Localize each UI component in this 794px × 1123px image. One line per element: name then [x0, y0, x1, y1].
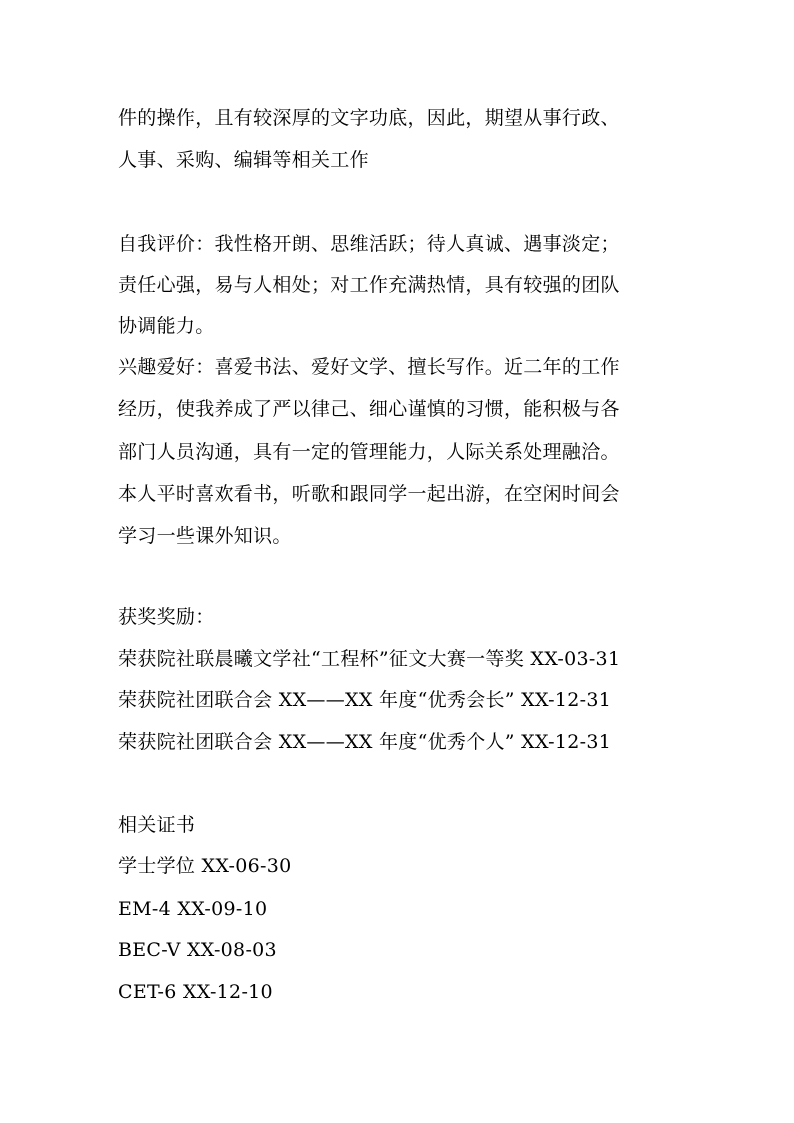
- hobbies-line-3: 部门人员沟通，具有一定的管理能力，人际关系处理融洽。: [118, 441, 620, 463]
- intro-line-2: 人事、采购、编辑等相关工作: [118, 149, 369, 171]
- award-item: 荣获院社团联合会 XX——XX 年度“优秀会长” XX-12-31: [118, 689, 612, 711]
- certificate-item: 学士学位 XX-06-30: [118, 855, 292, 877]
- intro-line-1: 件的操作，且有较深厚的文字功底，因此，期望从事行政、: [118, 107, 620, 129]
- certificate-item: CET-6 XX-12-10: [118, 981, 273, 1003]
- hobbies-line-4: 本人平时喜欢看书，听歌和跟同学一起出游，在空闲时间会: [118, 483, 620, 505]
- certificate-item: BEC-V XX-08-03: [118, 939, 277, 961]
- award-item: 荣获院社联晨曦文学社“工程杯”征文大赛一等奖 XX-03-31: [118, 648, 621, 670]
- hobbies-line-2: 经历，使我养成了严以律己、细心谨慎的习惯，能积极与各: [118, 398, 620, 420]
- hobbies-line-1: 兴趣爱好：喜爱书法、爱好文学、擅长写作。近二年的工作: [118, 356, 620, 378]
- self-evaluation-line-3: 协调能力。: [118, 315, 215, 337]
- self-evaluation-line-1: 自我评价：我性格开朗、思维活跃；待人真诚、遇事淡定；: [118, 233, 620, 255]
- self-evaluation-line-2: 责任心强，易与人相处；对工作充满热情，具有较强的团队: [118, 274, 620, 296]
- certificate-item: EM-4 XX-09-10: [118, 898, 268, 920]
- award-item: 荣获院社团联合会 XX——XX 年度“优秀个人” XX-12-31: [118, 731, 612, 753]
- certificates-heading: 相关证书: [118, 814, 196, 836]
- awards-heading: 获奖奖励：: [118, 606, 215, 628]
- hobbies-line-5: 学习一些课外知识。: [118, 525, 292, 547]
